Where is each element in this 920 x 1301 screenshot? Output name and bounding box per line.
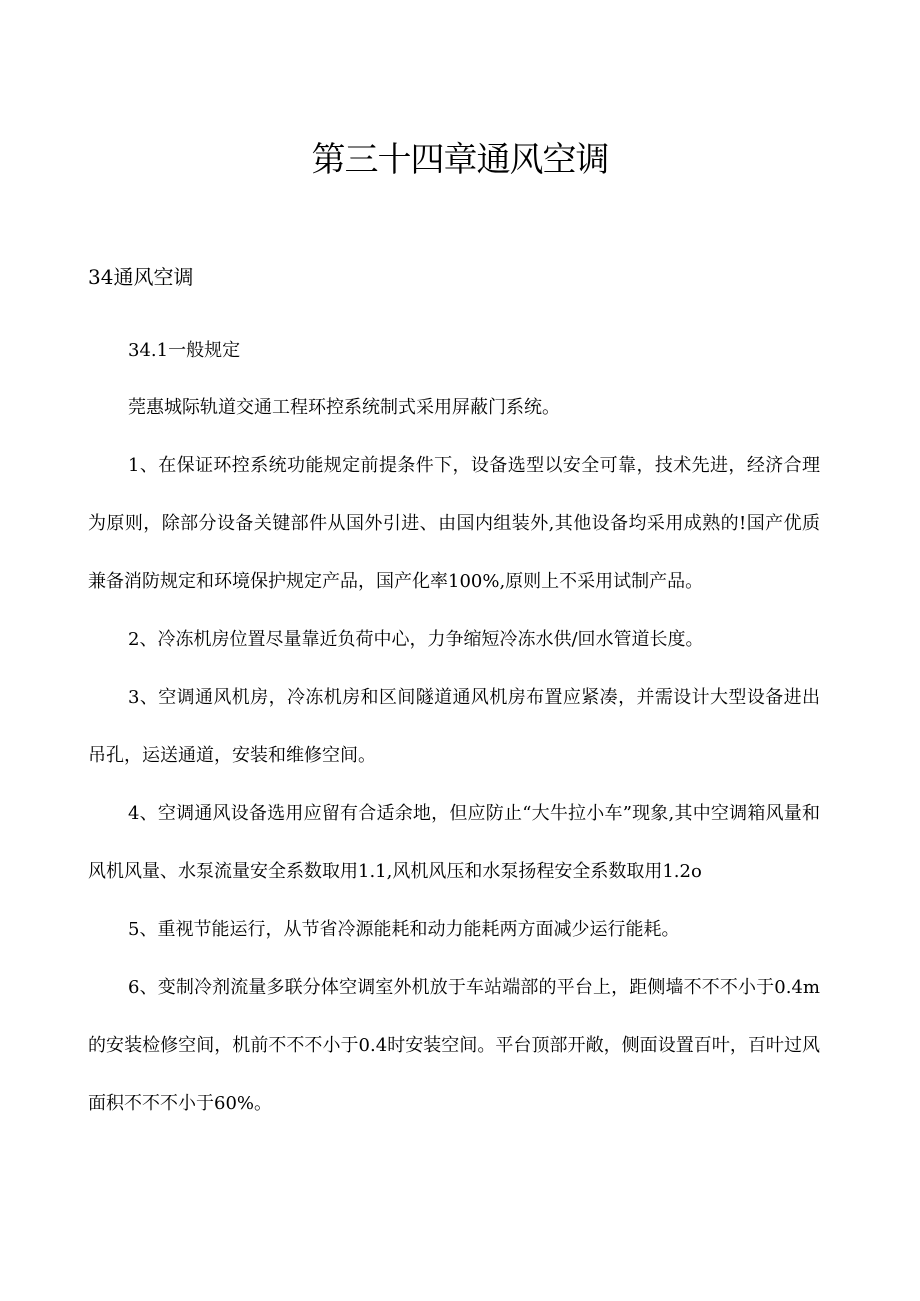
paragraph-item-2: 2、冷冻机房位置尽量靠近负荷中心，力争缩短冷冻水供/回水管道长度。	[128, 629, 704, 650]
section-heading: 34通风空调	[88, 265, 194, 289]
paragraph-item-6: 6、变制冷剂流量多联分体空调室外机放于车站端部的平台上，距侧墙不不不小于0.4m的安装检修空间，机前不不不小于0.4时安装空间。平台顶部开敞，侧面设置百叶，百叶过风面积不不不小于60%。	[88, 977, 820, 1114]
paragraph-item-1: 1、在保证环控系统功能规定前提条件下，设备选型以安全可靠，技术先进，经济合理为原则，除部分设备关键部件从国外引进、由国内组装外,其他设备均采用成熟的!国产优质兼备消防规定和环境保护规定产品，国产化率100%,原则上不采用试制产品。	[88, 455, 820, 592]
paragraph-intro: 莞惠城际轨道交通工程环控系统制式采用屏蔽门系统。	[128, 397, 560, 418]
chapter-title: 第三十四章通风空调	[311, 140, 609, 180]
paragraph-item-5: 5、重视节能运行，从节省冷源能耗和动力能耗两方面减少运行能耗。	[128, 919, 680, 940]
paragraph-item-3: 3、空调通风机房，冷冻机房和区间隧道通风机房布置应紧凑，并需设计大型设备进出吊孔，运送通道，安装和维修空间。	[88, 687, 820, 766]
subsection-heading: 34.1一般规定	[128, 340, 241, 361]
paragraph-item-4: 4、空调通风设备选用应留有合适余地，但应防止“大牛拉小车”现象,其中空调箱风量和风机风量、水泵流量安全系数取用1.1,风机风压和水泵扬程安全系数取用1.2o	[88, 803, 820, 882]
